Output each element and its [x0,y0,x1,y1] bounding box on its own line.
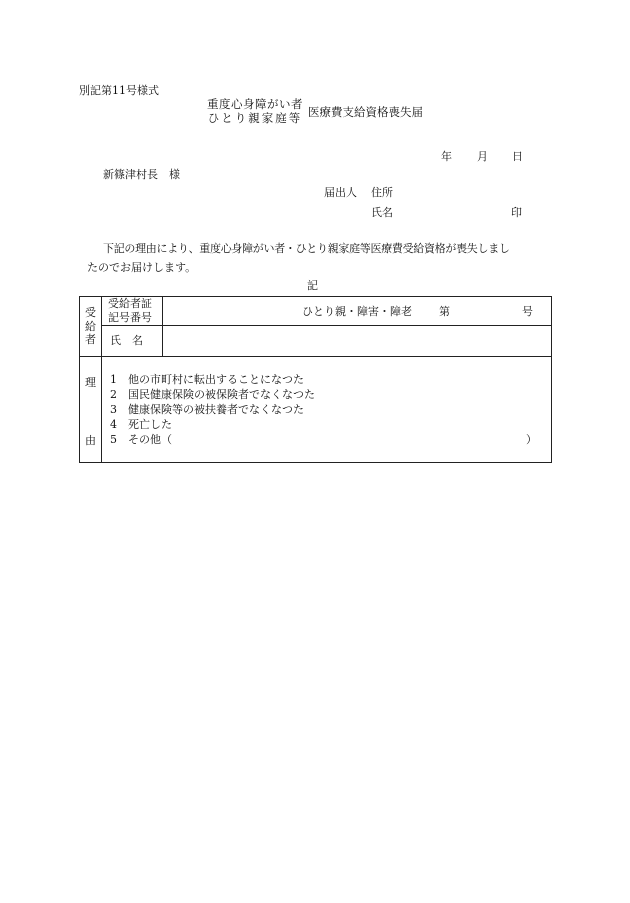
title-line2: ひとり親家庭等 [207,110,303,125]
recipient-header-cell: 受 給 者 [80,297,102,357]
title-stack [207,98,303,126]
address-label: 住所 [371,186,393,199]
seal-mark: 印 [511,206,522,219]
applicant-label: 届出人 [324,186,357,199]
body-text-line1: 下記の理由により、重度心身障がい者・ひとり親家庭等医療費受給資格が喪失しまし [103,242,510,255]
body-text-line2: たのでお届けします。 [87,261,197,274]
cert-label-cell: 受給者証 記号番号 [102,297,163,326]
cert-number-field[interactable] [163,297,552,326]
ki-heading: 記 [307,279,318,292]
title-line1: 重度心身障がい者 [207,97,303,111]
name-label-cell: 氏 名 [102,326,163,357]
cert-dai: 第 [439,304,450,318]
reason-header-cell: 理 由 [80,357,102,463]
reason-list [102,357,552,463]
date-year: 年 [441,150,452,163]
title-suffix: 医療費支給資格喪失届 [308,105,423,119]
recipient-name-field[interactable] [163,326,552,357]
date-month: 月 [477,150,488,163]
cert-type-text: ひとり親・障害・障老 [302,304,412,318]
addressee: 新篠津村長 様 [103,168,180,181]
reason-other-close: ） [526,433,537,446]
cert-go: 号 [522,304,533,318]
reason-item-5[interactable] [102,432,551,447]
date-day: 日 [512,150,523,163]
reason-item-5-label: 5 その他（ [110,433,172,446]
reason-item-4[interactable]: 4 死亡した [110,418,172,431]
name-label: 氏名 [371,206,393,219]
form-label: 別記第11号様式 [79,84,159,97]
reason-item-1[interactable]: 1 他の市町村に転出することになつた [110,373,304,386]
reason-item-3[interactable]: 3 健康保険等の被扶養者でなくなつた [110,403,304,416]
reason-item-2[interactable]: 2 国民健康保険の被保険者でなくなつた [110,388,315,401]
form-table [79,296,552,463]
